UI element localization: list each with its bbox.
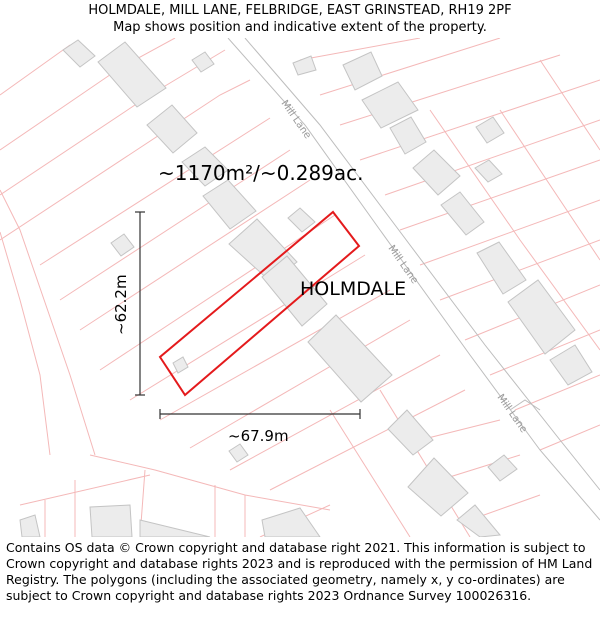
- vertical-dimension-line: [135, 212, 145, 395]
- property-address-title: HOLMDALE, MILL LANE, FELBRIDGE, EAST GRINSTEAD, RH19 2PF: [88, 3, 512, 18]
- map-header: [0, 0, 600, 38]
- property-name-label: HOLMDALE: [300, 278, 407, 300]
- map-subtitle: Map shows position and indicative extent of the property.: [113, 20, 487, 35]
- road-label-mill-lane-north: Mill Lane: [278, 98, 313, 142]
- vertical-dimension-label: ~62.2m: [112, 274, 130, 335]
- road-label-mill-lane-south: Mill Lane: [494, 392, 529, 436]
- copyright-attribution: Contains OS data © Crown copyright and database right 2021. This information is subject to Crown copyright and database rights 2023 and is reproduced with the permission of HM Land Registry. The polygons (including the associated geometry, namely x, y co-ordinates) are subject to Crown copyright and database rights 2023 Ordnance Survey 100026316.: [6, 540, 593, 603]
- property-map[interactable]: [0, 38, 600, 537]
- horizontal-dimension-label: ~67.9m: [228, 427, 289, 445]
- road-label-mill-lane-middle: Mill Lane: [385, 243, 420, 287]
- property-area-label: ~1170m²/~0.289ac.: [158, 161, 364, 185]
